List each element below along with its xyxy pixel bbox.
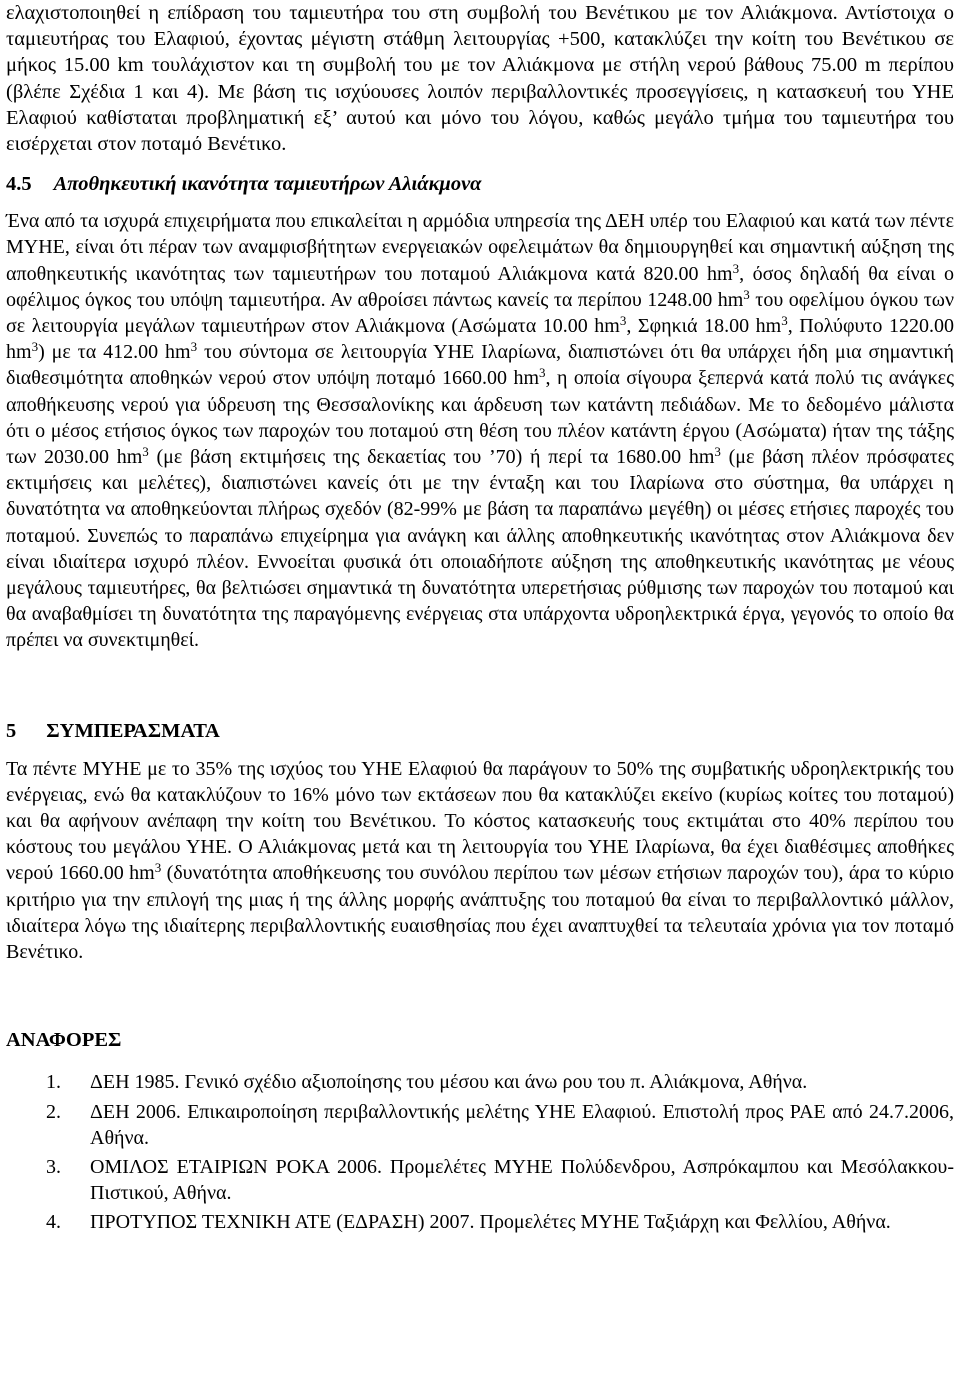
section-4-5-heading: [6, 171, 954, 197]
superscript: 3: [781, 313, 788, 329]
section-4-5-title: Αποθηκευτική ικανότητα ταμιευτήρων Αλιάκμονα: [53, 173, 482, 196]
text-run: του οφελίμου όγκου των σε λειτουργία μεγάλων ταμιευτήρων στον Αλιάκμονα (Ασώματα 10.00 hm: [6, 288, 954, 338]
superscript: 3: [714, 444, 721, 460]
text-run: Ένα από τα ισχυρά επιχειρήματα που επικαλείται η αρμόδια υπηρεσία της ΔΕΗ υπέρ του Ελαφιού και κατά των πέντε ΜΥΗΕ, είναι ότι πέραν των αναμφισβήτητων ενεργειακών οφελειμάτων θα δημιουργηθεί και σημαντική αύξηση της αποθηκευτικής ικανότητας των ταμιευτήρων του ποταμού Αλιάκμονα κατά 820.00 hm: [6, 210, 954, 285]
reference-item: [6, 1209, 954, 1235]
superscript: 3: [31, 339, 39, 355]
text-run: , όσος δηλαδή θα είναι ο οφέλιμος όγκος του υπόψη ταμιευτήρα. Αν αθροίσει πάντως κανείς τα περίπου 1248.00 hm: [6, 262, 954, 311]
section-4-5-number: 4.5: [6, 173, 32, 196]
text-run: (δυνατότητα αποθήκευσης του συνόλου περίπου των μέσων ετήσιων παροχών του), άρα το κύριο κριτήριο για την επιλογή της μιας ή της άλλης μορφής ανάπτυξης του ποταμού θα είναι το περιβαλλοντικό μάλλον, ιδιαίτερα λόγω της ιδιαίτερης περιβαλλοντικής ευαισθησίας που έχει αναπτυχθεί τα τελευταία χρόνια για τον ποταμό Βενέτικο.: [6, 862, 954, 964]
intro-paragraph: ελαχιστοποιηθεί η επίδραση του ταμιευτήρα του στη συμβολή του Βενέτικου με τον Αλιάκμονα. Αντίστοιχα ο ταμιευτήρας του Ελαφιού, έχοντας μέγιστη στάθμη λειτουργίας +500, κατακλύζει την κοίτη του Βενέτικου σε μήκος 15.00 km τουλάχιστον και τη συμβολή του με τον Αλιάκμονα με στήλη νερού βάθους 75.00 m περίπου (βλέπε Σχέδια 1 και 4). Με βάση τις ισχύουσες λοιπόν περιβαλλοντικές προσεγγίσεις, η κατασκευή του ΥΗΕ Ελαφιού καθίσταται προβληματική εξ’ αυτού και μόνο του λόγου, καθώς μεγάλο τμήμα του ταμιευτήρα του εισέρχεται στον ποταμό Βενέτικο.: [6, 2, 954, 156]
text-run: , η οποία σίγουρα ξεπερνά κατά πολύ τις ανάγκες αποθήκευσης νερού για ύδρευση της Θεσσαλονίκης και άρδευση των κατάντη πεδιάδων. Με το δεδομένο μάλιστα ότι ο μέσος ετήσιος όγκος των παροχών του ποταμού στη θέση του πλέον κατάντη έργου (Ασώματα) ήταν της τάξης των 2030.00 hm: [6, 367, 954, 469]
reference-item: [6, 1069, 954, 1095]
text-run: , Σφηκιά 18.00 hm: [626, 315, 782, 338]
references-list: [6, 1069, 954, 1235]
document-page: [6, 0, 954, 1239]
section-5-title: ΣΥΜΠΕΡΑΣΜΑΤΑ: [46, 719, 220, 742]
reference-item: [6, 1154, 954, 1206]
text-run: Τα πέντε ΜΥΗΕ με το 35% της ισχύος του ΥΗΕ Ελαφιού θα παράγουν το 50% της συμβατικής υδροηλεκτρικής του ενέργειας, ενώ θα κατακλύζουν το 16% μόνο των εκτάσεων που θα κατακλύζει εκείνο (κυρίως κοίτες του ποταμού) και θα αφήνουν ανέπαφη την κοίτη του Βενέτικου. Το κόστος κατασκευής τους εκτιμάται στο 40% περίπου του κόστους του μεγάλου ΥΗΕ. Ο Αλιάκμονας μετά και τη λειτουργία του ΥΗΕ Ιλαρίωνα, θα έχει διαθέσιμες αποθήκες νερού 1660.00 hm: [6, 757, 954, 885]
superscript: 3: [743, 286, 750, 302]
references-heading: ΑΝΑΦΟΡΕΣ: [6, 1029, 122, 1052]
reference-number: 3.: [46, 1155, 61, 1178]
section-5-paragraph: [6, 756, 954, 966]
text-run: ) με τα 412.00 hm: [38, 341, 191, 364]
superscript: 3: [539, 365, 546, 381]
text-run: (με βάση πλέον πρόσφατες εκτιμήσεις και μελέτες), διαπιστώνει κανείς ότι με την ένταξη και του Ιλαρίωνα στο σύστημα, θα υπάρχει η δυνατότητα να αποθηκεύονται πλήρως σχεδόν (82-99% με βάση τα παραπάνω μεγέθη) οι μέσες ετήσιες παροχές του ποταμού. Συνεπώς το παραπάνω επιχείρημα για ανάγκη και άλλης αποθηκευτικής ικανότητας στον Αλιάκμονα δεν είναι ιδιαίτερα ισχυρό πλέον. Εννοείται φυσικά ότι οποιαδήποτε αύξηση της αποθηκευτικής ικανότητας με νέους μεγάλους ταμιευτήρες, θα βελτιώσει σημαντικά τη δυνατότητα υπερετήσιας ρύθμισης των παροχών του ποταμού και θα αναβαθμίσει τη δυνατότητα της παραγόμενης ενέργειας στα υπάρχοντα υδροηλεκτρικά έργα, γεγονός το οποίο θα πρέπει να συνεκτιμηθεί.: [6, 446, 954, 652]
superscript: 3: [190, 339, 198, 355]
reference-item: [6, 1099, 954, 1151]
reference-number: 1.: [46, 1071, 61, 1094]
reference-text: ΟΜΙΛΟΣ ΕΤΑΙΡΙΩΝ ΡΟΚΑ 2006. Προμελέτες ΜΥΗΕ Πολύδενδρου, Ασπρόκαμπου και Μεσόλακκου-Πιστικού, Αθήνα.: [90, 1155, 954, 1205]
reference-text: ΔΕΗ 2006. Επικαιροποίηση περιβαλλοντικής μελέτης ΥΗΕ Ελαφιού. Επιστολή προς ΡΑΕ από 24.7.2006, Αθήνα.: [90, 1100, 954, 1149]
section-5-number: 5: [6, 719, 17, 742]
superscript: 3: [154, 860, 162, 876]
text-run: , Πολύφυτο 1220.00 hm: [6, 315, 954, 364]
reference-number: 2.: [46, 1100, 61, 1123]
section-5-heading: [6, 718, 954, 744]
reference-number: 4.: [46, 1211, 61, 1234]
section-4-5-paragraph: [6, 208, 954, 653]
superscript: 3: [142, 444, 149, 460]
superscript: 3: [732, 260, 740, 276]
superscript: 3: [619, 313, 627, 329]
text-run: (με βάση εκτιμήσεις της δεκαετίας του ’70) ή περί τα 1680.00 hm: [148, 446, 715, 469]
reference-text: ΠΡΟΤΥΠΟΣ ΤΕΧΝΙΚΗ ΑΤΕ (ΕΔΡΑΣΗ) 2007. Προμελέτες ΜΥΗΕ Ταξιάρχη και Φελλίου, Αθήνα.: [90, 1211, 891, 1234]
text-run: του σύντομα σε λειτουργία ΥΗΕ Ιλαρίωνα, διαπιστώνει ότι θα υπάρχει ήδη μια σημαντική διαθεσιμότητα αποθηκών νερού στον υπόψη ποταμό 1660.00 hm: [6, 341, 954, 390]
reference-text: ΔΕΗ 1985. Γενικό σχέδιο αξιοποίησης του μέσου και άνω ρου του π. Αλιάκμονα, Αθήνα.: [90, 1071, 808, 1094]
